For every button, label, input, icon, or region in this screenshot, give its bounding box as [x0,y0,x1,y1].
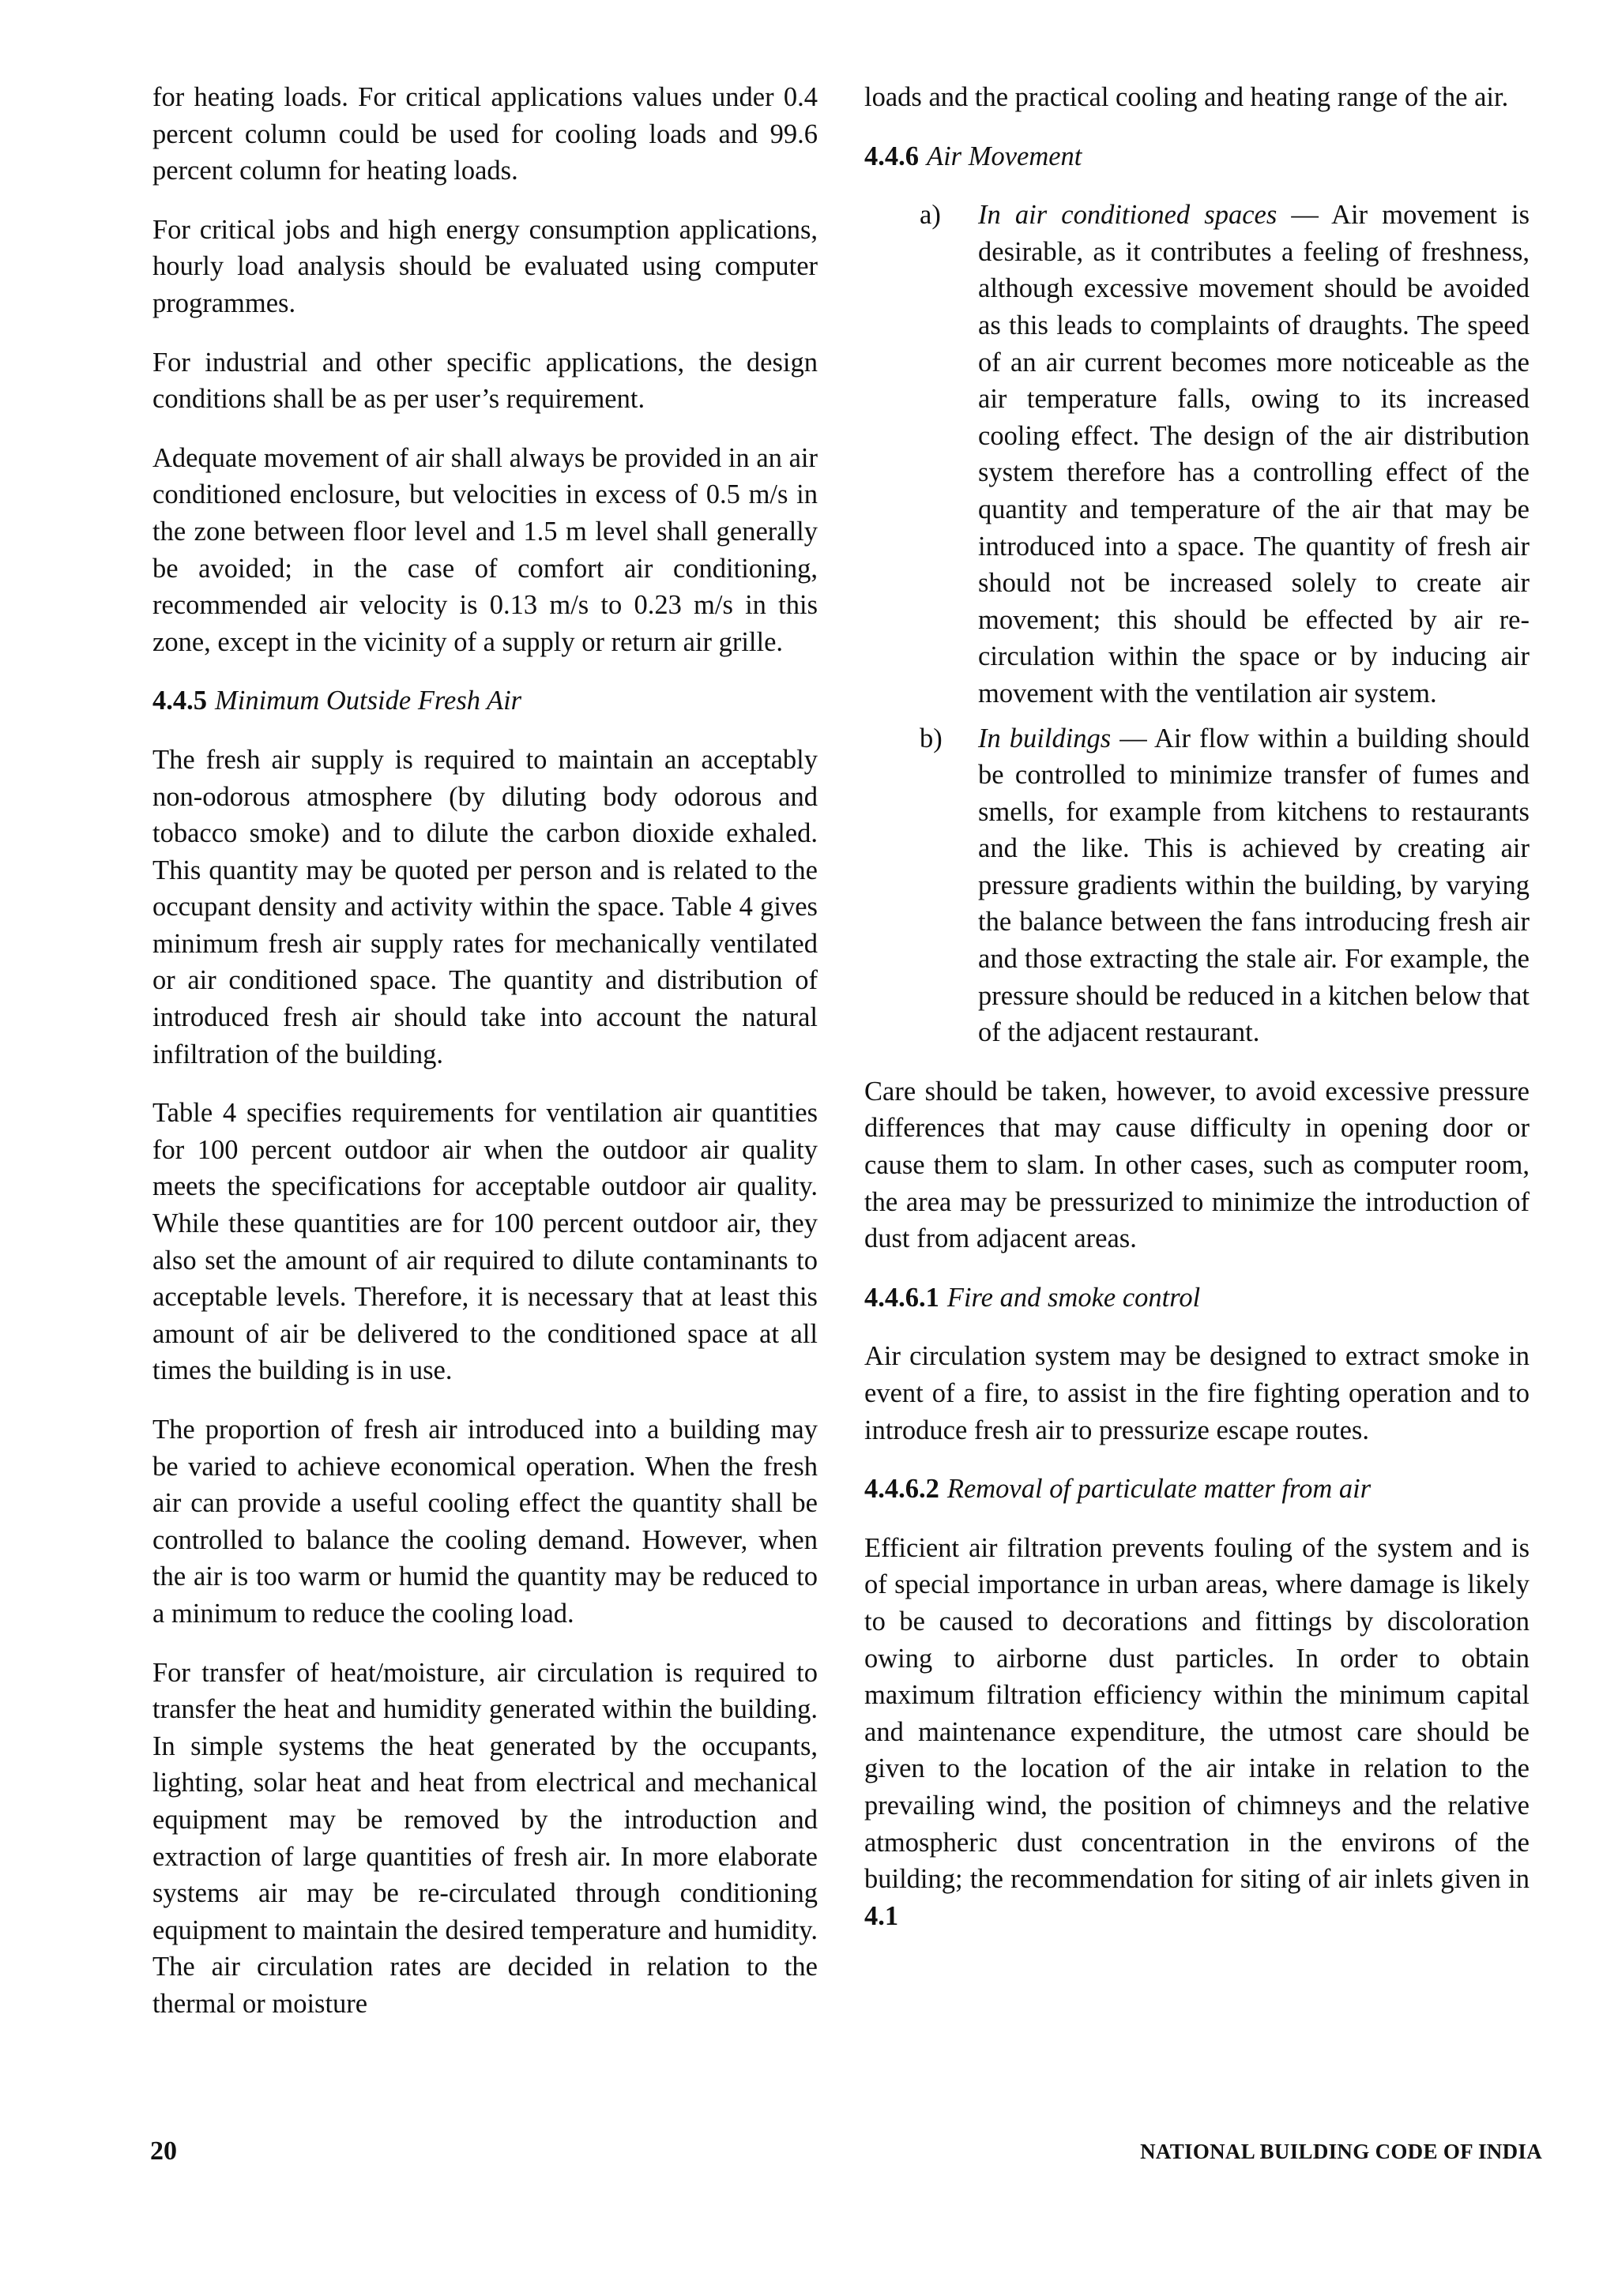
page-number: 20 [150,2136,177,2166]
paragraph: for heating loads. For critical applications values under 0.4 percent column could be used for cooling loads and 99.6 percent column for heating loads. [152,82,818,186]
list-item-lead: In air conditioned spaces [978,200,1277,231]
section-title: Minimum Outside Fresh Air [215,686,522,716]
paragraph: loads and the practical cooling and heating range of the air. [864,82,1509,112]
left-column [152,79,818,2045]
section-number: 4.4.6.2 [864,1474,939,1505]
list-item-label: a) [920,200,941,231]
paragraph: Air circulation system may be designed to extract smoke in event of a fire, to assist in the fire fighting operation and to introduce fresh air to pressurize escape routes. [864,1341,1530,1445]
paragraph-text: Efficient air filtration prevents fouling of the system and is of special importance in urban areas, where damage is likely to be caused to decorations and fittings by discoloration owing to airborne dust particles. In order to obtain maximum filtration efficiency within the minimum capital and maintenance expenditure, the utmost care should be given to the location of the air intake in relation to the prevailing wind, the position of chimneys and the relative atmospheric dust concentration in the environs of the building; the recommendation for siting of air inlets given in [864,1532,1530,1895]
section-heading-4-4-6-1 [864,1280,1530,1317]
right-column [864,79,1530,1956]
section-title: Fire and smoke control [946,1282,1201,1313]
section-title: Air Movement [927,141,1082,171]
paragraph: The proportion of fresh air introduced into a building may be varied to achieve economical operation. When the fresh air can provide a useful cooling effect the quantity shall be controlled to balance the cooling demand. However, when the air is too warm or humid the quantity may be reduced to a minimum to reduce the cooling load. [152,1415,818,1629]
section-heading-4-4-6 [864,138,1530,175]
list-item-b [864,720,1530,1051]
section-heading-4-4-6-2 [864,1471,1530,1508]
paragraph [864,1530,1530,1935]
list-item-label: b) [920,723,943,753]
paragraph: For transfer of heat/moisture, air circulation is required to transfer the heat and humidity generated within the building. In simple systems the heat generated by the occupants, lighting, solar heat and heat from electrical and mechanical equipment may be removed by the introduction and extraction of large quantities of fresh air. In more elaborate systems air may be re-circulated through conditioning equipment to maintain the desired temperature and humidity. The air circulation rates are decided in relation to the thermal or moisture [152,1657,818,2019]
cross-reference: 4.1 [864,1900,899,1931]
paragraph: Table 4 specifies requirements for ventilation air quantities for 100 percent outdoor air when the outdoor air quality meets the specifications for acceptable outdoor air quality. While these quantities are for 100 percent outdoor air, they also set the amount of air required to dilute contaminants to acceptable levels. Therefore, it is necessary that at least this amount of air be delivered to the conditioned space at all times the building is in use. [152,1098,818,1386]
paragraph: Adequate movement of air shall always be provided in an air conditioned enclosure, but velocities in excess of 0.5 m/s in the zone between floor level and 1.5 m level shall generally be avoided; in the case of comfort air conditioning, recommended air velocity is 0.13 m/s to 0.23 m/s in this zone, except in the vicinity of a supply or return air grille. [152,442,818,657]
list-item-lead: In buildings [978,723,1112,753]
list-item-text: Air movement is desirable, as it contributes a feeling of freshness, although excessive movement should be avoided as this leads to complaints of draughts. The speed of an air current becomes more noticeable as the air temperature falls, owing to its increased cooling effect. The design of the air distribution system therefore has a controlling effect of the quantity and temperature of the air that may be introduced into a space. The quantity of fresh air should not be increased solely to create air movement; this should be effected by air re-circulation within the space or by inducing air movement with the ventilation air system. [978,200,1530,708]
em-dash: — [1119,723,1147,753]
section-title: Removal of particulate matter from air [946,1474,1372,1505]
page-footer [0,2136,1618,2176]
paragraph: Care should be taken, however, to avoid excessive pressure differences that may cause difficulty in opening door or cause them to slam. In other cases, such as computer room, the area may be pressurized to minimize the introduction of dust from adjacent areas. [864,1076,1530,1254]
paragraph: The fresh air supply is required to maintain an acceptably non-odorous atmosphere (by diluting body odorous and tobacco smoke) and to dilute the carbon dioxide exhaled. This quantity may be quoted per person and is related to the occupant density and activity within the space. Table 4 gives minimum fresh air supply rates for mechanically ventilated or air conditioned space. The quantity and distribution of introduced fresh air should take into account the natural infiltration of the building. [152,744,818,1069]
section-number: 4.4.6.1 [864,1282,939,1313]
paragraph: For critical jobs and high energy consumption applications, hourly load analysis should be evaluated using computer programmes. [152,214,818,318]
footer-title: NATIONAL BUILDING CODE OF INDIA [1140,2140,1542,2163]
list-item-a [864,197,1530,712]
list-item-text: Air flow within a building should be controlled to minimize transfer of fumes and smells, for example from kitchens to restaurants and the like. This is achieved by creating air pressure gradients within the building, by varying the balance between the fans introducing fresh air and those extracting the stale air. For example, the pressure should be reduced in a kitchen below that of the adjacent restaurant. [978,723,1530,1048]
section-heading-4-4-5 [152,682,818,720]
em-dash: — [1291,200,1319,231]
section-number: 4.4.6 [864,141,919,171]
paragraph: For industrial and other specific applications, the design conditions shall be as per user’s requirement. [152,347,818,415]
section-number: 4.4.5 [152,686,207,716]
